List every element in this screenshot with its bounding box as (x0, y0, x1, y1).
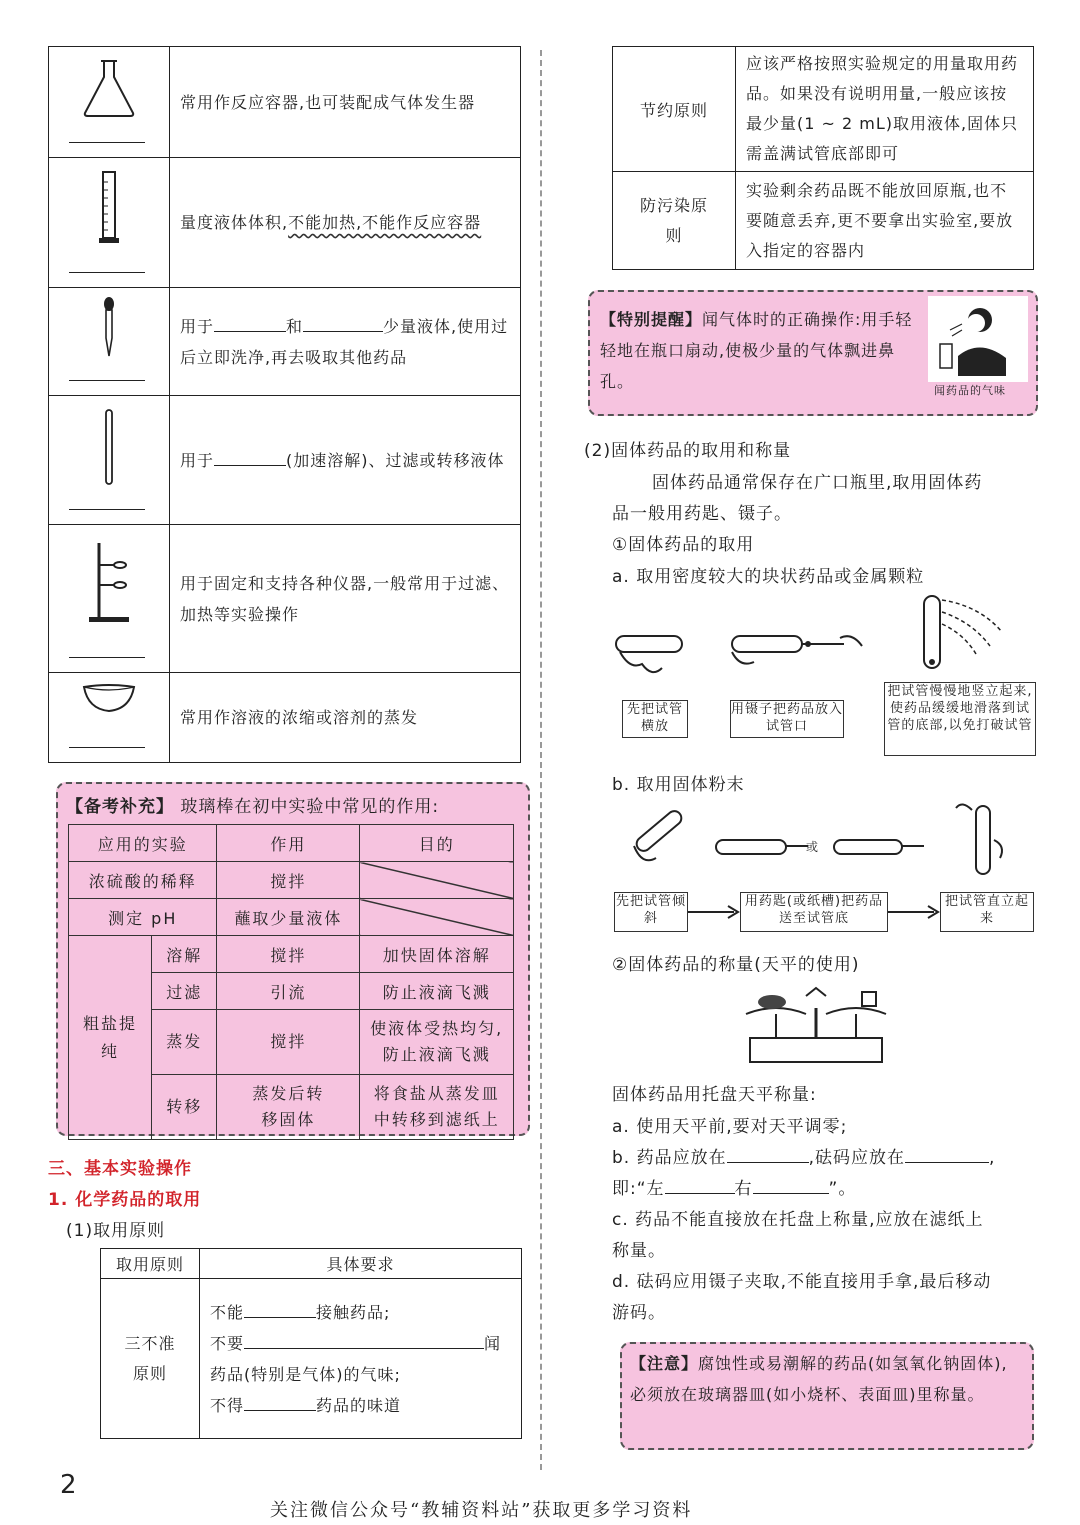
note-text: 【注意】腐蚀性或易潮解的药品(如氢氧化钠固体),必须放在玻璃器皿(如小烧杯、表面皿)里称量。 (630, 1354, 1008, 1404)
table-cell: 搅拌 (217, 936, 360, 973)
solid-title: (2)固体药品的取用和称量 (584, 441, 792, 461)
supplement-heading (66, 792, 439, 817)
apparatus-desc: 用于固定和支持各种仪器,一般常用于过滤、加热等实验操作 (170, 525, 521, 673)
answer-blank[interactable] (727, 1144, 809, 1163)
or-label: 或 (806, 840, 819, 854)
apparatus-cell (49, 47, 170, 158)
answer-blank[interactable] (214, 447, 286, 466)
principles-table (100, 1248, 522, 1439)
table-cell: 浓硫酸的稀释 (69, 862, 217, 899)
glass-rod-icon (103, 408, 115, 486)
principle-name: 防污染原则 (613, 172, 736, 270)
table-cell: 蒸发后转 移固体 (217, 1075, 360, 1140)
answer-blank[interactable] (69, 142, 145, 143)
header-cell: 具体要求 (200, 1249, 522, 1279)
answer-blank[interactable] (244, 1299, 316, 1318)
apparatus-desc: 量度液体体积,不能加热,不能作反应容器 (170, 158, 521, 288)
page-number: 2 (60, 1470, 77, 1500)
table-cell: 过滤 (152, 973, 217, 1010)
table-cell: 使液体受热均匀, 防止液滴飞溅 (360, 1010, 514, 1075)
column-divider (540, 50, 542, 1470)
balance-icon (736, 980, 896, 1066)
weigh-step-c-cont: 称量。 (612, 1241, 666, 1261)
table-cell: 防止液滴飞溅 (360, 973, 514, 1010)
special-caption: 闻药品的气味 (934, 384, 1006, 397)
principle-detail: 不能 接触药品; 不要 闻 药品(特别是气体)的气味; 不得 药品的味道 (200, 1279, 522, 1439)
flow-arrows (686, 902, 940, 922)
conical-flask-icon (79, 57, 139, 119)
weigh-step-a: a. 使用天平前,要对天平调零; (612, 1117, 848, 1137)
powder-reagent-illustration (612, 800, 1037, 892)
answer-blank[interactable] (69, 657, 145, 658)
apparatus-desc: 用于 和 少量液体,使用过后立即洗净,再去吸取其他药品 (170, 288, 521, 396)
iron-stand-icon (87, 541, 131, 623)
answer-blank[interactable] (69, 380, 145, 381)
apparatus-desc: 用于 (加速溶解)、过滤或转移液体 (170, 396, 521, 525)
step-caption: 用药匙(或纸槽)把药品送至试管底 (740, 892, 888, 932)
weigh-step-c: c. 药品不能直接放在托盘上称量,应放在滤纸上 (612, 1210, 984, 1230)
answer-blank[interactable] (753, 1175, 829, 1194)
subsection-heading: 1. 化学药品的取用 (48, 1190, 202, 1210)
weigh-intro: 固体药品用托盘天平称量: (612, 1085, 817, 1105)
glass-rod-table (68, 824, 514, 1140)
answer-blank[interactable] (665, 1175, 735, 1194)
empty-cell (360, 899, 514, 936)
table-cell: 搅拌 (217, 862, 360, 899)
empty-cell (360, 862, 514, 899)
step-caption: 用镊子把药品放入试管口 (730, 700, 844, 738)
table-cell: 将食盐从蒸发皿 中转移到滤纸上 (360, 1075, 514, 1140)
header-cell: 目的 (360, 825, 514, 862)
solid-intro: 固体药品通常保存在广口瓶里,取用固体药 (652, 473, 983, 493)
weigh-step-d-cont: 游码。 (612, 1303, 666, 1323)
table-cell: 测定 pH (69, 899, 217, 936)
apparatus-desc: 常用作溶液的浓缩或溶剂的蒸发 (170, 673, 521, 763)
section-heading: 三、基本实验操作 (48, 1159, 192, 1179)
weigh-heading: ②固体药品的称量(天平的使用) (612, 955, 860, 975)
answer-blank[interactable] (69, 509, 145, 510)
answer-blank[interactable] (244, 1392, 316, 1411)
step-caption: 把试管慢慢地竖立起来,使药品缓缓地滑落到试管的底部,以免打破试管 (884, 682, 1036, 756)
weigh-step-b: b. 药品应放在 ,砝码应放在 , (612, 1143, 995, 1168)
special-reminder-text: 【特别提醒】闻气体时的正确操作:用手轻轻地在瓶口扇动,使极少量的气体飘进鼻孔。 (600, 310, 913, 391)
group-cell: 粗盐提纯 (69, 936, 152, 1140)
weigh-step-b-cont: 即:“左 右 ”。 (612, 1174, 856, 1199)
principle-name: 三不准原则 (101, 1279, 200, 1439)
dropper-icon (101, 296, 117, 358)
table-cell: 转移 (152, 1075, 217, 1140)
table-cell: 引流 (217, 973, 360, 1010)
apparatus-table (48, 46, 521, 763)
step-caption: 先把试管横放 (622, 700, 688, 738)
sub-heading: (1)取用原则 (66, 1221, 166, 1241)
principle-name: 节约原则 (613, 47, 736, 172)
footer-note: 关注微信公众号“教辅资料站”获取更多学习资料 (270, 1500, 693, 1521)
step-caption: 先把试管倾斜 (614, 892, 688, 932)
step-a-heading: a. 取用密度较大的块状药品或金属颗粒 (612, 567, 925, 587)
table-cell: 蘸取少量液体 (217, 899, 360, 936)
weigh-step-d: d. 砝码应用镊子夹取,不能直接用手拿,最后移动 (612, 1272, 992, 1292)
table-cell: 溶解 (152, 936, 217, 973)
smell-person-icon (928, 296, 1028, 382)
step-caption: 把试管直立起来 (940, 892, 1034, 932)
header-cell: 应用的实验 (69, 825, 217, 862)
table-cell: 搅拌 (217, 1010, 360, 1075)
solid-intro: 品一般用药匙、镊子。 (612, 504, 792, 524)
table-cell: 加快固体溶解 (360, 936, 514, 973)
principle-detail: 实验剩余药品既不能放回原瓶,也不要随意丢弃,更不要拿出实验室,要放入指定的容器内 (736, 172, 1034, 270)
header-cell: 作用 (217, 825, 360, 862)
evaporating-dish-icon (82, 681, 136, 715)
principles-table-cont (612, 46, 1034, 270)
header-cell: 取用原则 (101, 1249, 200, 1279)
supplement-text: 玻璃棒在初中实验中常见的作用: (180, 797, 440, 817)
answer-blank[interactable] (244, 1330, 484, 1349)
answer-blank[interactable] (303, 313, 383, 332)
answer-blank[interactable] (69, 747, 145, 748)
step-b-heading: b. 取用固体粉末 (612, 775, 745, 795)
answer-blank[interactable] (214, 313, 286, 332)
answer-blank[interactable] (69, 272, 145, 273)
answer-blank[interactable] (905, 1144, 989, 1163)
principle-detail: 应该严格按照实验规定的用量取用药品。如果没有说明用量,一般应该按最少量(1 ~ 2 mL)取用液体,固体只需盖满试管底部即可 (736, 47, 1034, 172)
solid-take-heading: ①固体药品的取用 (612, 535, 755, 555)
graduated-cylinder-icon (97, 170, 121, 246)
table-cell: 蒸发 (152, 1010, 217, 1075)
apparatus-desc: 常用作反应容器,也可装配成气体发生器 (170, 47, 521, 158)
supplement-tag: 【备考补充】 (66, 797, 174, 817)
